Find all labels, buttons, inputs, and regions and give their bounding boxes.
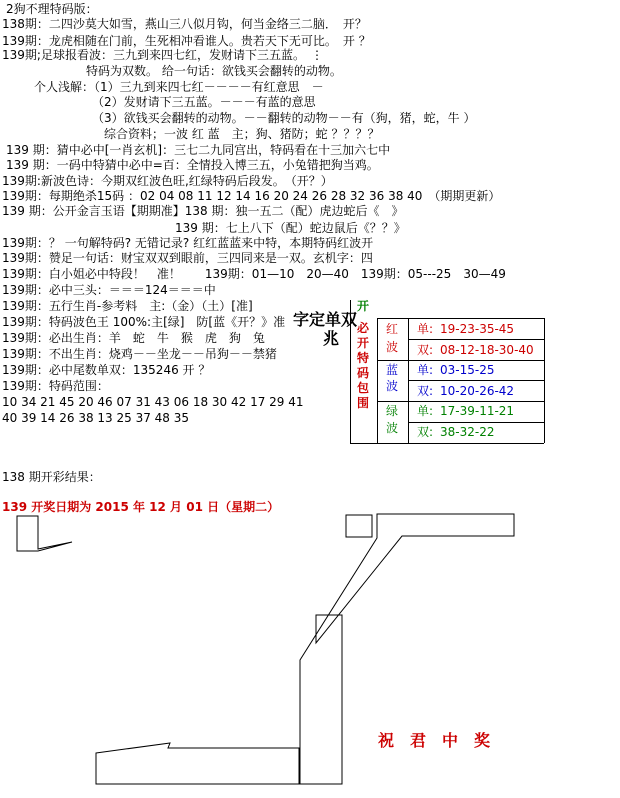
wave-blue-1: 蓝 <box>386 363 399 377</box>
line-hint: 特码为双数。 给一句话：欲钱买会翻转的动物。 <box>86 64 342 78</box>
row-red-even-label: 双: <box>417 343 434 357</box>
line-segments: 139期：白小姐必中特段！ 准！ 139期：01—10 20—40 139期：05---25 30—49 <box>2 267 506 281</box>
line-138-result: 138 期开彩结果： <box>2 470 101 484</box>
outline-shape-small <box>346 515 372 537</box>
row-green-even-nums: 38-32-22 <box>440 425 495 439</box>
line-gift-sentence: 139期：赞足一句话：财宝双双到眼前，三四同来是一双。玄机字：四 <box>2 251 373 265</box>
line-range-1: 10 34 21 45 20 46 07 31 43 06 18 30 42 17 29 41 <box>2 395 304 409</box>
wave-green-2: 波 <box>386 421 399 435</box>
line-wave-poem: 139期:新波色诗：今期双红波色旺,红绿特码后段发。 （开？） <box>2 174 333 188</box>
outline-shape-bottom <box>96 743 299 784</box>
line-riddle: 139 期：猜中必中[一肖玄机]：三七二九同宫出，特码看在十三加六七中 <box>6 143 391 157</box>
line-three-heads: 139期：必中三头：＝＝＝124＝＝＝中 <box>2 283 216 297</box>
row-blue-odd-nums: 03-15-25 <box>440 363 495 377</box>
line-not-zodiac: 139期：不出生肖：烧鸡－－坐龙－－吊狗－－禁猪 <box>2 347 277 361</box>
line-must-zodiac: 139期：必出生肖：羊 蛇 牛 猴 虎 狗 兔 <box>2 331 265 345</box>
row-blue-odd-label: 单: <box>417 363 434 377</box>
wave-blue-2: 波 <box>386 379 399 393</box>
line-draw-date: 139 开奖日期为 2015 年 12 月 01 日（星期二） <box>2 500 280 514</box>
line-139-poem: 139期：龙虎相随在门前，生死相冲看谁人。贵若天下无可比。 开 ？ <box>2 34 371 48</box>
row-blue-even-nums: 10-20-26-42 <box>440 384 515 398</box>
outline-shape-left <box>17 516 72 551</box>
line-explain-3: （3）欲钱买会翻转的动物。－－翻转的动物－－有（狗，猪，蛇，牛 ） <box>92 111 476 125</box>
wave-red-2: 波 <box>386 340 399 354</box>
row-red-even-nums: 08-12-18-30-40 <box>440 343 534 357</box>
line-138-poem: 138期：二四沙莫大如雪，燕山三八似月钩，何当金络三二脑． 开？ <box>2 17 367 31</box>
table-side-label: 必开特码包围 <box>356 321 369 410</box>
line-one-sentence: 139期：？ 一句解特码? 无错记录? 红红蓝蓝来中特，本期特码红波开 <box>2 236 374 250</box>
line-tail-numbers: 139期：必中尾数单双：135246 开 ？ <box>2 363 211 377</box>
line-range-2: 40 39 14 26 38 13 25 37 48 35 <box>2 411 190 425</box>
line-kill-15: 139期：每期绝杀15码 ：02 04 08 11 12 14 16 20 24 26 28 32 36 38 40 （期期更新） <box>2 189 501 203</box>
line-five-elements: 139期：五行生肖-参考料 主:（金）（土）[准] <box>2 299 253 313</box>
row-green-even-label: 双: <box>417 425 434 439</box>
wave-red-1: 红 <box>386 322 399 336</box>
table-side-title: 开 <box>356 299 369 313</box>
overlay-text-1: 字定单双 <box>293 310 358 329</box>
row-red-odd-label: 单: <box>417 322 434 336</box>
line-summary: 综合资料；一波 红 蓝 主；狗、猪防；蛇 ？？？？ <box>104 127 380 141</box>
blessing-text: 祝 君 中 奖 <box>378 731 491 750</box>
wave-green-1: 绿 <box>386 404 399 418</box>
line-football: 139期;足球报看波：三九到来四七红，发财请下三五蓝。 ⋮ <box>2 48 323 62</box>
row-green-odd-label: 单: <box>417 404 434 418</box>
row-green-odd-nums: 17-39-11-21 <box>440 404 515 418</box>
line-wave-king: 139期：特码波色王 100%:主[绿] 防[蓝《开？》准 <box>2 315 286 329</box>
doc-title: 2狗不理特码版： <box>6 2 98 16</box>
line-one-code: 139 期：一码中特猜中必中=百：全情投入博三五，小兔错把狗当鸡。 <box>6 158 379 172</box>
row-red-odd-nums: 19-23-35-45 <box>440 322 515 336</box>
line-golden-words-139: 139 期：七上八下（配）蛇边鼠后《？？》 <box>175 221 406 235</box>
line-range-label: 139期：特码范围： <box>2 379 109 393</box>
line-golden-words: 139 期：公开金言玉语【期期准】138 期：独一五二（配）虎边蛇后《 》 <box>2 204 404 218</box>
decorative-outline-shapes <box>0 510 620 798</box>
line-explain-1: 个人浅解：（1）三九到来四七红－－－－有红意思 － <box>34 80 324 94</box>
line-explain-2: （2）发财请下三五蓝。－－－有蓝的意思 <box>92 95 316 109</box>
overlay-text-2: 兆 <box>323 329 340 348</box>
row-blue-even-label: 双: <box>417 384 434 398</box>
